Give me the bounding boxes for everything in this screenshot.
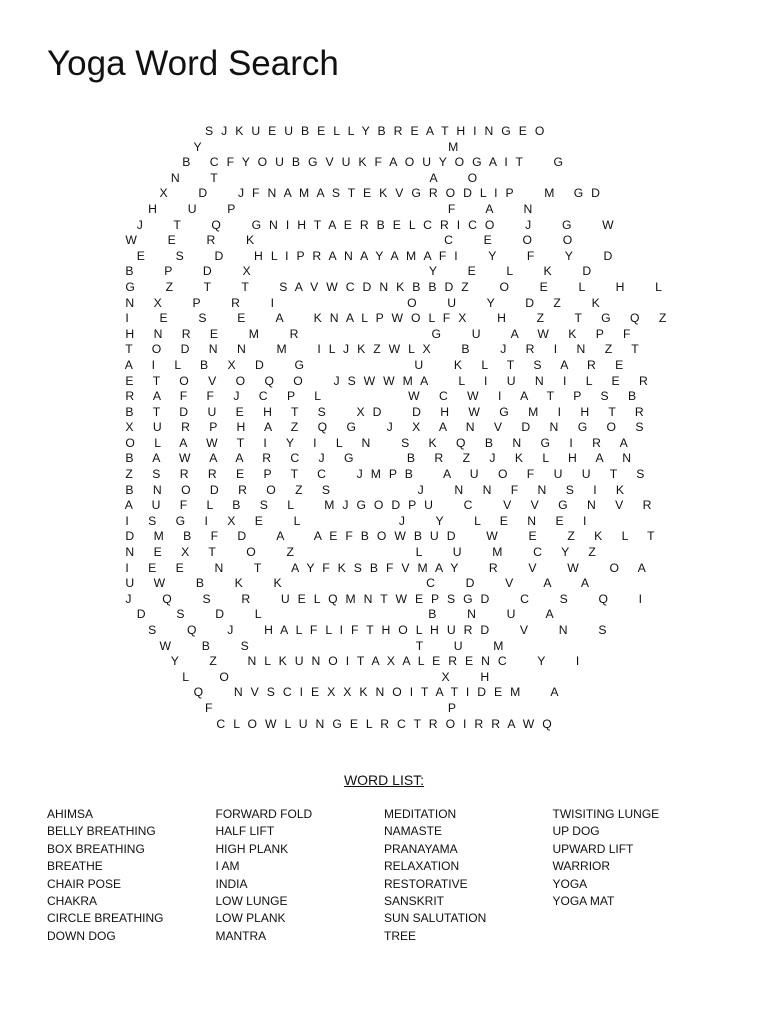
grid-row: B A W A A R C J G B R Z J K L H A N: [97, 451, 634, 466]
word-list-item: FORWARD FOLD: [215, 807, 313, 821]
grid-row: B P D X Y E L K D: [97, 264, 594, 279]
grid-row: I E E N T A Y F K S B F V M A Y R V W O A: [97, 560, 649, 575]
grid-row: J Q S R U E L Q M N T W E P S G D C S Q I: [97, 591, 645, 606]
grid-row: G Z T T S A V W C D N K B B D Z O E L H L: [97, 279, 665, 294]
word-list-item: DOWN DOG: [47, 928, 116, 943]
grid-row: B T D U E H T S X D D H W G M I H T R: [97, 404, 647, 419]
grid-row: J T Q G N I H T A E R B E L C R I C O J G W: [97, 217, 616, 232]
word-list-item: WARRIOR: [552, 859, 611, 874]
grid-row: X U R P H A Z Q G J X A N V D N G O S: [97, 420, 646, 435]
word-list-item: BREATHE: [47, 859, 103, 874]
grid-row: C L O W L U N G E L R C T R O I R R A W Q: [97, 716, 555, 731]
word-list-item: YOGA MAT: [552, 894, 615, 909]
page-title: Yoga Word Search: [47, 44, 339, 83]
grid-row: U W B K K C D V A A: [97, 576, 592, 591]
word-list-item: LOW PLANK: [215, 911, 286, 926]
grid-row: R A F F J C P L W C W I A T P S B: [97, 389, 639, 404]
word-list-item: HIGH PLANK: [215, 841, 289, 856]
word-list-item: CHAKRA: [47, 894, 98, 909]
word-list-column: [47, 806, 216, 945]
word-list-item: CIRCLE BREATHING: [47, 911, 164, 926]
grid-row: S Q J H A L F L I F T H O L H U R D V N S: [97, 623, 609, 637]
grid-row: O L A W T I Y I L N S K Q B N G I R A: [97, 435, 631, 450]
word-list-item: NAMASTE: [384, 824, 443, 839]
word-search-grid: [97, 124, 669, 732]
word-list-item: SANSKRIT: [384, 894, 445, 909]
grid-row: L O X H: [97, 669, 492, 684]
grid-row: S J K U E U B E L L Y B R E A T H I N G E O: [97, 124, 547, 138]
word-list-item: UPWARD LIFT: [552, 841, 634, 856]
grid-row: E S D H L I P R A N A Y A M A F I Y F Y D: [97, 248, 615, 263]
grid-row: A U F L B S L M J G O D P U C V V G N V R: [97, 498, 654, 513]
grid-row: Z S R R E P T C J M P B A U O F U U T S: [97, 467, 647, 482]
word-list-item: RELAXATION: [384, 859, 460, 874]
grid-row: T O D N N M I L J K Z W L X B J R I N Z T: [97, 342, 642, 357]
word-list-item: HALF LIFT: [215, 824, 275, 839]
grid-row: Y M: [97, 139, 461, 154]
word-list-item: BOX BREATHING: [47, 841, 145, 856]
grid-row: W B S T U M: [97, 638, 506, 653]
grid-row: Y Z N L K U N O I T A X A L E R E N C Y I: [97, 654, 582, 669]
grid-row: N X P R I O U Y D Z K: [97, 295, 603, 310]
grid-row: F P: [97, 700, 459, 715]
grid-row: H U P F A N: [97, 201, 535, 216]
grid-row: I E S E A K N A L P W O L F X H Z T G Q Z: [97, 311, 669, 326]
word-list-item: MANTRA: [215, 928, 267, 943]
word-list-item: TWISITING LUNGE: [552, 807, 660, 821]
word-list-item: I AM: [215, 859, 240, 874]
word-list-item: RESTORATIVE: [384, 876, 468, 891]
word-list-item: UP DOG: [552, 824, 600, 839]
grid-row: W E R K C E O O: [97, 233, 575, 248]
grid-row: B N O D R O Z S J N N F N S I K: [97, 482, 627, 497]
word-list-item: YOGA: [552, 876, 588, 891]
word-list-item: MEDITATION: [384, 807, 457, 821]
word-list-item: LOW LUNGE: [215, 894, 288, 909]
word-list-item: TREE: [384, 928, 417, 943]
grid-row: D S D L B N U A: [97, 607, 556, 622]
word-list-heading: WORD LIST:: [343, 772, 425, 788]
word-list-column: [216, 806, 385, 945]
word-list-item: SUN SALUTATION: [384, 911, 487, 926]
grid-row: A I L B X D G U K L T S A R E: [97, 357, 626, 372]
word-list: [47, 806, 727, 945]
word-list-item: CHAIR POSE: [47, 876, 122, 891]
grid-row: H N R E M R G U A W K P F: [97, 326, 633, 341]
word-list-column: [553, 806, 722, 945]
grid-row: B C F Y O U B G V U K F A O U Y O G A I T G: [97, 155, 566, 170]
word-list-column: [384, 806, 553, 945]
grid-row: E T O V O Q O J S W W M A L I U N I L E R: [97, 373, 651, 388]
grid-row: N T A O: [97, 170, 480, 185]
word-list-item: BELLY BREATHING: [47, 824, 156, 839]
grid-row: N E X T O Z L U M C Y Z: [97, 545, 599, 560]
word-list-item: AHIMSA: [47, 807, 94, 821]
grid-row: D M B F D A A E F B O W B U D W E Z K L T: [97, 529, 657, 544]
word-list-item: PRANAYAMA: [384, 841, 458, 856]
grid-row: I S G I X E L J Y L E N E I: [97, 513, 589, 528]
grid-row: Q N V S C I E X X K N O I T A T I D E M A: [97, 685, 561, 700]
grid-row: X D J F N A M A S T E K V G R O D L I P M G D: [97, 186, 603, 201]
word-list-item: INDIA: [215, 876, 248, 891]
